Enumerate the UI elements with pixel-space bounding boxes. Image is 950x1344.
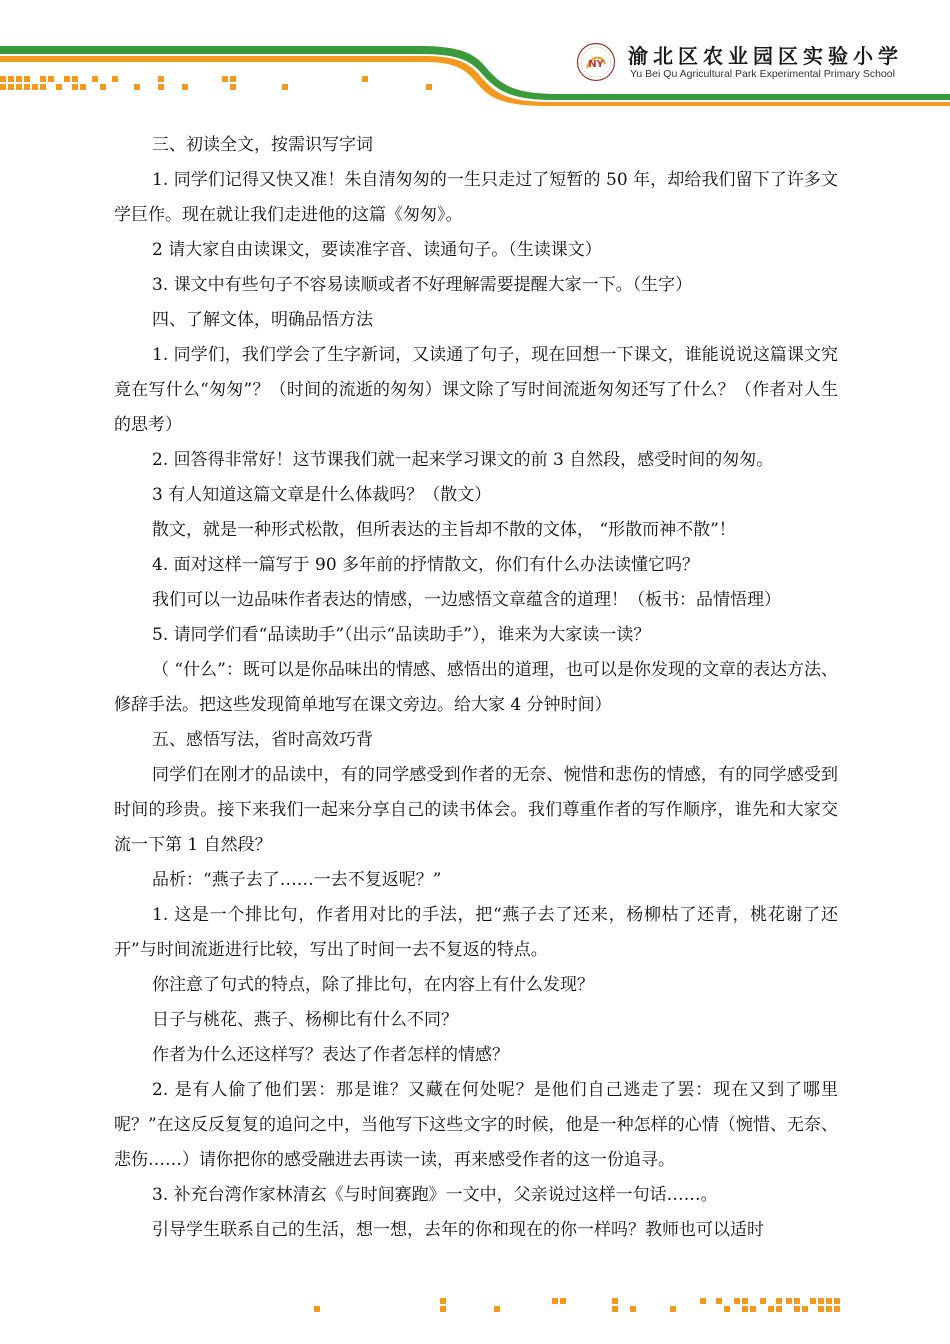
paragraph: 引导学生联系自己的生活，想一想，去年的你和现在的你一样吗？教师也可以适时 <box>152 1220 764 1240</box>
paragraph: 我们可以一边品味作者表达的情感，一边感悟文章蕴含的道理！（板书：品情悟理） <box>152 590 781 610</box>
page-header <box>0 0 950 110</box>
document-body <box>114 128 838 1248</box>
section-heading-3: 三、初读全文，按需识写字词 <box>152 135 373 155</box>
logo-initials: NY <box>588 59 604 70</box>
paragraph: 日子与桃花、燕子、杨柳比有什么不同？ <box>152 1010 458 1030</box>
paragraph: 2. 是有人偷了他们罢：那是谁？又藏在何处呢？是他们自己逃走了罢：现在又到了哪里呢？”在这反反复复的追问之中，当他写下这些文字的时候，他是一种怎样的心情（惋惜、无奈、悲伤……）请你把你的感受融进去再读一读，再来感受作者的这一份追寻。 <box>114 1080 838 1170</box>
paragraph: 2. 回答得非常好！这节课我们就一起来学习课文的前 3 自然段，感受时间的匆匆。 <box>152 450 774 470</box>
paragraph: 同学们在刚才的品读中，有的同学感受到作者的无奈、惋惜和悲伤的情感，有的同学感受到时间的珍贵。接下来我们一起来分享自己的读书体会。我们尊重作者的写作顺序，谁先和大家交流一下第 1 自然段？ <box>114 765 838 855</box>
school-logo-icon <box>576 42 616 82</box>
paragraph: 散文，就是一种形式松散，但所表达的主旨却不散的文体， “形散而神不散”！ <box>152 520 736 540</box>
paragraph: 1. 同学们，我们学会了生字新词，又读通了句子，现在回想一下课文，谁能说说这篇课文究竟在写什么“匆匆”？（时间的流逝的匆匆）课文除了写时间流逝匆匆还写了什么？（作者对人生的思考） <box>114 345 838 435</box>
paragraph: 4. 面对这样一篇写于 90 多年前的抒情散文，你们有什么办法读懂它吗？ <box>152 555 700 575</box>
paragraph: 品析：“燕子去了……一去不复返呢？” <box>152 870 442 890</box>
school-logo <box>576 42 616 82</box>
footer-dots <box>0 1290 950 1320</box>
section-heading-5: 五、感悟写法，省时高效巧背 <box>152 730 373 750</box>
page-footer <box>0 1290 950 1320</box>
paragraph: 1. 同学们记得又快又准！朱自清匆匆的一生只走过了短暂的 50 年，却给我们留下了许多文学巨作。现在就让我们走进他的这篇《匆匆》。 <box>114 170 838 225</box>
section-heading-4: 四、了解文体，明确品悟方法 <box>152 310 373 330</box>
paragraph: 5. 请同学们看“品读助手”（出示“品读助手”），谁来为大家读一读？ <box>152 625 651 645</box>
school-name-cn: 渝北区农业园区实验小学 <box>628 44 903 68</box>
header-dots <box>0 76 432 90</box>
paragraph: 2 请大家自由读课文，要读准字音、读通句子。（生读课文） <box>152 240 602 260</box>
school-name-en: Yu Bei Qu Agricultural Park Experimental Primary School <box>630 68 895 80</box>
paragraph: 3 有人知道这篇文章是什么体裁吗？（散文） <box>152 485 492 505</box>
paragraph: 你注意了句式的特点，除了排比句，在内容上有什么发现？ <box>152 975 594 995</box>
paragraph: 3. 课文中有些句子不容易读顺或者不好理解需要提醒大家一下。（生字） <box>152 275 693 295</box>
paragraph: 作者为什么还这样写？表达了作者怎样的情感？ <box>152 1045 509 1065</box>
paragraph: 1. 这是一个排比句，作者用对比的手法，把“燕子去了还来，杨柳枯了还青，桃花谢了还开”与时间流逝进行比较，写出了时间一去不复返的特点。 <box>114 905 838 960</box>
paragraph: （ “什么”：既可以是你品味出的情感、感悟出的道理，也可以是你发现的文章的表达方法、修辞手法。把这些发现简单地写在课文旁边。给大家 4 分钟时间） <box>114 660 838 715</box>
paragraph: 3. 补充台湾作家林清玄《与时间赛跑》一文中，父亲说过这样一句话……。 <box>152 1185 718 1205</box>
